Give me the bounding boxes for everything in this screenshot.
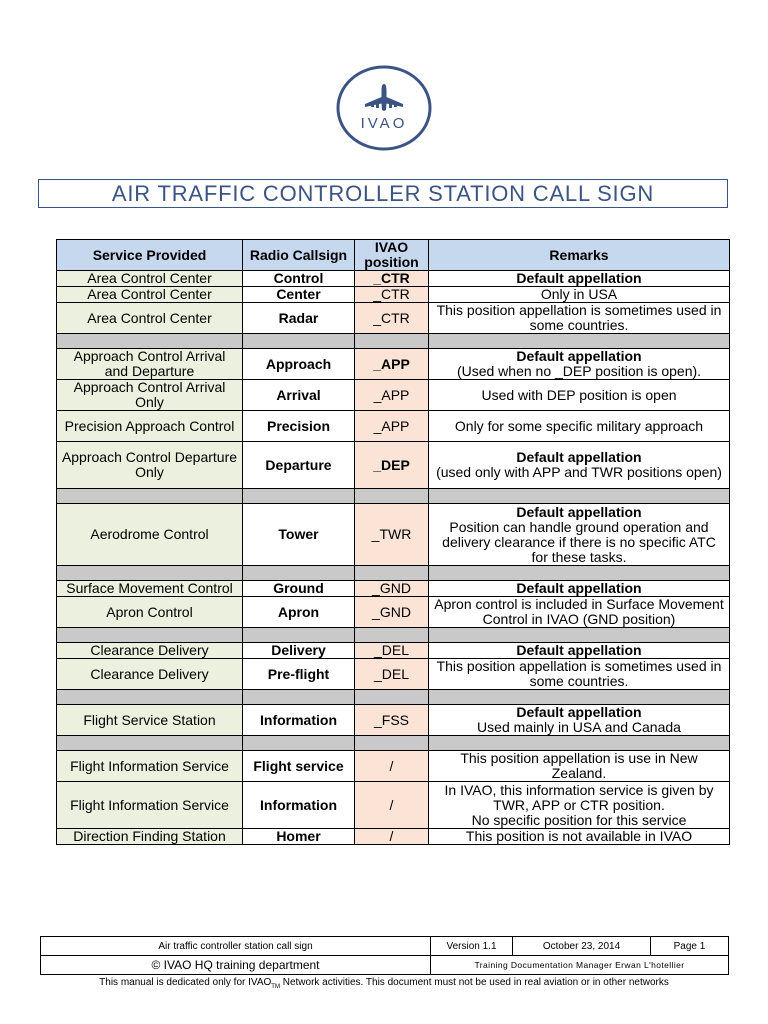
service-cell: Flight Information Service (57, 782, 243, 829)
remarks-cell (429, 287, 730, 303)
remark-text: Used with DEP position is open (481, 386, 677, 403)
service-cell: Clearance Delivery (57, 659, 243, 690)
table-row (57, 271, 730, 287)
radio-callsign-cell: Delivery (243, 643, 355, 659)
remark-bold-text: Default appellation (516, 348, 642, 364)
service-cell: Area Control Center (57, 287, 243, 303)
separator-cell (57, 489, 243, 504)
table-row (57, 597, 730, 628)
remarks-cell (429, 380, 730, 411)
separator-cell (429, 628, 730, 643)
table-row (57, 782, 730, 829)
ivao-position-cell: _APP (355, 380, 429, 411)
service-cell: Apron Control (57, 597, 243, 628)
remark-text: (used only with APP and TWR positions open) (436, 464, 722, 480)
service-cell: Flight Service Station (57, 705, 243, 736)
radio-callsign-cell: Tower (243, 504, 355, 566)
service-cell: Approach Control Departure Only (57, 442, 243, 489)
remark-bold-text: Default appellation (516, 642, 642, 658)
callsign-table (56, 239, 730, 845)
separator-cell (243, 628, 355, 643)
separator-cell (355, 334, 429, 349)
remark-text: This position appellation is use in New Zealand. (460, 750, 698, 781)
service-cell: Approach Control Arrival Only (57, 380, 243, 411)
table-header-row (57, 240, 730, 271)
remark-bold-text: Default appellation (516, 449, 642, 465)
service-cell: Aerodrome Control (57, 504, 243, 566)
radio-callsign-cell: Information (243, 782, 355, 829)
remark-text: This position appellation is sometimes used in some countries. (436, 658, 722, 689)
header-ivao-position: IVAO position (355, 240, 429, 271)
ivao-position-cell: _CTR (355, 287, 429, 303)
remark-bold-text: Default appellation (516, 270, 642, 286)
service-cell: Precision Approach Control (57, 411, 243, 442)
ivao-logo (335, 64, 433, 152)
remarks-cell (429, 581, 730, 597)
remarks-cell (429, 782, 730, 829)
remark-text: This position appellation is sometimes used in some countries. (436, 302, 722, 333)
separator-row (57, 489, 730, 504)
separator-cell (429, 690, 730, 705)
separator-cell (57, 736, 243, 751)
remark-bold-text: Default appellation (516, 580, 642, 596)
table-row (57, 411, 730, 442)
page-footer (40, 936, 729, 975)
radio-callsign-cell: Departure (243, 442, 355, 489)
ivao-position-cell: _DEL (355, 643, 429, 659)
table-row (57, 287, 730, 303)
separator-cell (243, 566, 355, 581)
radio-callsign-cell: Precision (243, 411, 355, 442)
table-row (57, 504, 730, 566)
table-row (57, 442, 730, 489)
disclaimer-trademark: TM (271, 984, 280, 990)
separator-cell (429, 736, 730, 751)
separator-cell (355, 736, 429, 751)
table-row (57, 829, 730, 845)
disclaimer-text: This manual is dedicated only for IVAO (99, 977, 272, 988)
separator-cell (243, 690, 355, 705)
remark-text: (Used when no _DEP position is open). (456, 363, 702, 379)
ivao-position-cell: / (355, 751, 429, 782)
remarks-cell (429, 504, 730, 566)
table-row (57, 705, 730, 736)
service-cell: Direction Finding Station (57, 829, 243, 845)
table-row (57, 751, 730, 782)
radio-callsign-cell: Homer (243, 829, 355, 845)
ivao-position-cell: _APP (355, 411, 429, 442)
service-cell: Area Control Center (57, 271, 243, 287)
logo-text: IVAO (360, 115, 408, 132)
header-remarks: Remarks (429, 240, 730, 271)
remarks-cell (429, 411, 730, 442)
ivao-position-cell: / (355, 829, 429, 845)
separator-row (57, 334, 730, 349)
separator-cell (355, 566, 429, 581)
separator-cell (355, 489, 429, 504)
radio-callsign-cell: Ground (243, 581, 355, 597)
remarks-cell (429, 442, 730, 489)
footer-date: October 23, 2014 (513, 937, 651, 956)
remark-text: No specific position for this service (471, 811, 687, 828)
remark-text: Used mainly in USA and Canada (477, 719, 681, 735)
service-cell: Approach Control Arrival and Departure (57, 349, 243, 380)
radio-callsign-cell: Apron (243, 597, 355, 628)
ivao-position-cell: _APP (355, 349, 429, 380)
service-cell: Surface Movement Control (57, 581, 243, 597)
remarks-cell (429, 829, 730, 845)
ivao-position-cell: _TWR (355, 504, 429, 566)
ivao-position-cell: _FSS (355, 705, 429, 736)
footer-version: Version 1.1 (431, 937, 513, 956)
footer-disclaimer (40, 977, 728, 990)
table-row (57, 581, 730, 597)
table-row (57, 643, 730, 659)
separator-row (57, 566, 730, 581)
separator-cell (243, 489, 355, 504)
radio-callsign-cell: Arrival (243, 380, 355, 411)
footer-manager: Training Documentation Manager Erwan L'hotellier (431, 956, 729, 975)
header-radio-callsign: Radio Callsign (243, 240, 355, 271)
table-row (57, 659, 730, 690)
separator-cell (429, 489, 730, 504)
remark-bold-text: Default appellation (516, 503, 642, 520)
separator-row (57, 628, 730, 643)
radio-callsign-cell: Pre-flight (243, 659, 355, 690)
ivao-position-cell: / (355, 782, 429, 829)
separator-row (57, 736, 730, 751)
remarks-cell (429, 751, 730, 782)
service-cell: Area Control Center (57, 303, 243, 334)
remarks-cell (429, 705, 730, 736)
radio-callsign-cell: Approach (243, 349, 355, 380)
separator-cell (355, 690, 429, 705)
separator-cell (57, 628, 243, 643)
remark-text: In IVAO, this information service is given by TWR, APP or CTR position. (444, 781, 714, 813)
footer-page: Page 1 (651, 937, 729, 956)
remark-text: Position can handle ground operation and delivery clearance if there is no specific ATC for these tasks. (442, 518, 716, 565)
ivao-position-cell: _CTR (355, 271, 429, 287)
ivao-position-cell: _CTR (355, 303, 429, 334)
separator-cell (429, 334, 730, 349)
separator-cell (429, 566, 730, 581)
remarks-cell (429, 643, 730, 659)
separator-cell (355, 628, 429, 643)
ivao-position-cell: _DEL (355, 659, 429, 690)
footer-doc-title: Air traffic controller station call sign (41, 937, 431, 956)
remark-text: Apron control is included in Surface Movement Control in IVAO (GND position) (434, 596, 724, 627)
remarks-cell (429, 597, 730, 628)
footer-department: © IVAO HQ training department (41, 956, 431, 975)
service-cell: Clearance Delivery (57, 643, 243, 659)
radio-callsign-cell: Radar (243, 303, 355, 334)
table-row (57, 349, 730, 380)
disclaimer-text-cont: Network activities. This document must not be used in real aviation or in other networks (279, 977, 669, 988)
radio-callsign-cell: Center (243, 287, 355, 303)
radio-callsign-cell: Control (243, 271, 355, 287)
separator-cell (243, 736, 355, 751)
remarks-cell (429, 303, 730, 334)
separator-cell (243, 334, 355, 349)
table-row (57, 303, 730, 334)
separator-row (57, 690, 730, 705)
ivao-position-cell: _DEP (355, 442, 429, 489)
remarks-cell (429, 271, 730, 287)
service-cell: Flight Information Service (57, 751, 243, 782)
separator-cell (57, 690, 243, 705)
page-title: AIR TRAFFIC CONTROLLER STATION CALL SIGN (38, 179, 728, 208)
table-row (57, 380, 730, 411)
remarks-cell (429, 349, 730, 380)
remarks-cell (429, 659, 730, 690)
remark-text: Only for some specific military approach (454, 417, 704, 434)
ivao-position-cell: _GND (355, 597, 429, 628)
separator-cell (57, 334, 243, 349)
remark-bold-text: Default appellation (516, 704, 642, 720)
radio-callsign-cell: Information (243, 705, 355, 736)
separator-cell (57, 566, 243, 581)
remark-text: Only in USA (540, 286, 618, 302)
radio-callsign-cell: Flight service (243, 751, 355, 782)
remark-text: This position is not available in IVAO (465, 828, 693, 844)
header-service: Service Provided (57, 240, 243, 271)
ivao-position-cell: _GND (355, 581, 429, 597)
